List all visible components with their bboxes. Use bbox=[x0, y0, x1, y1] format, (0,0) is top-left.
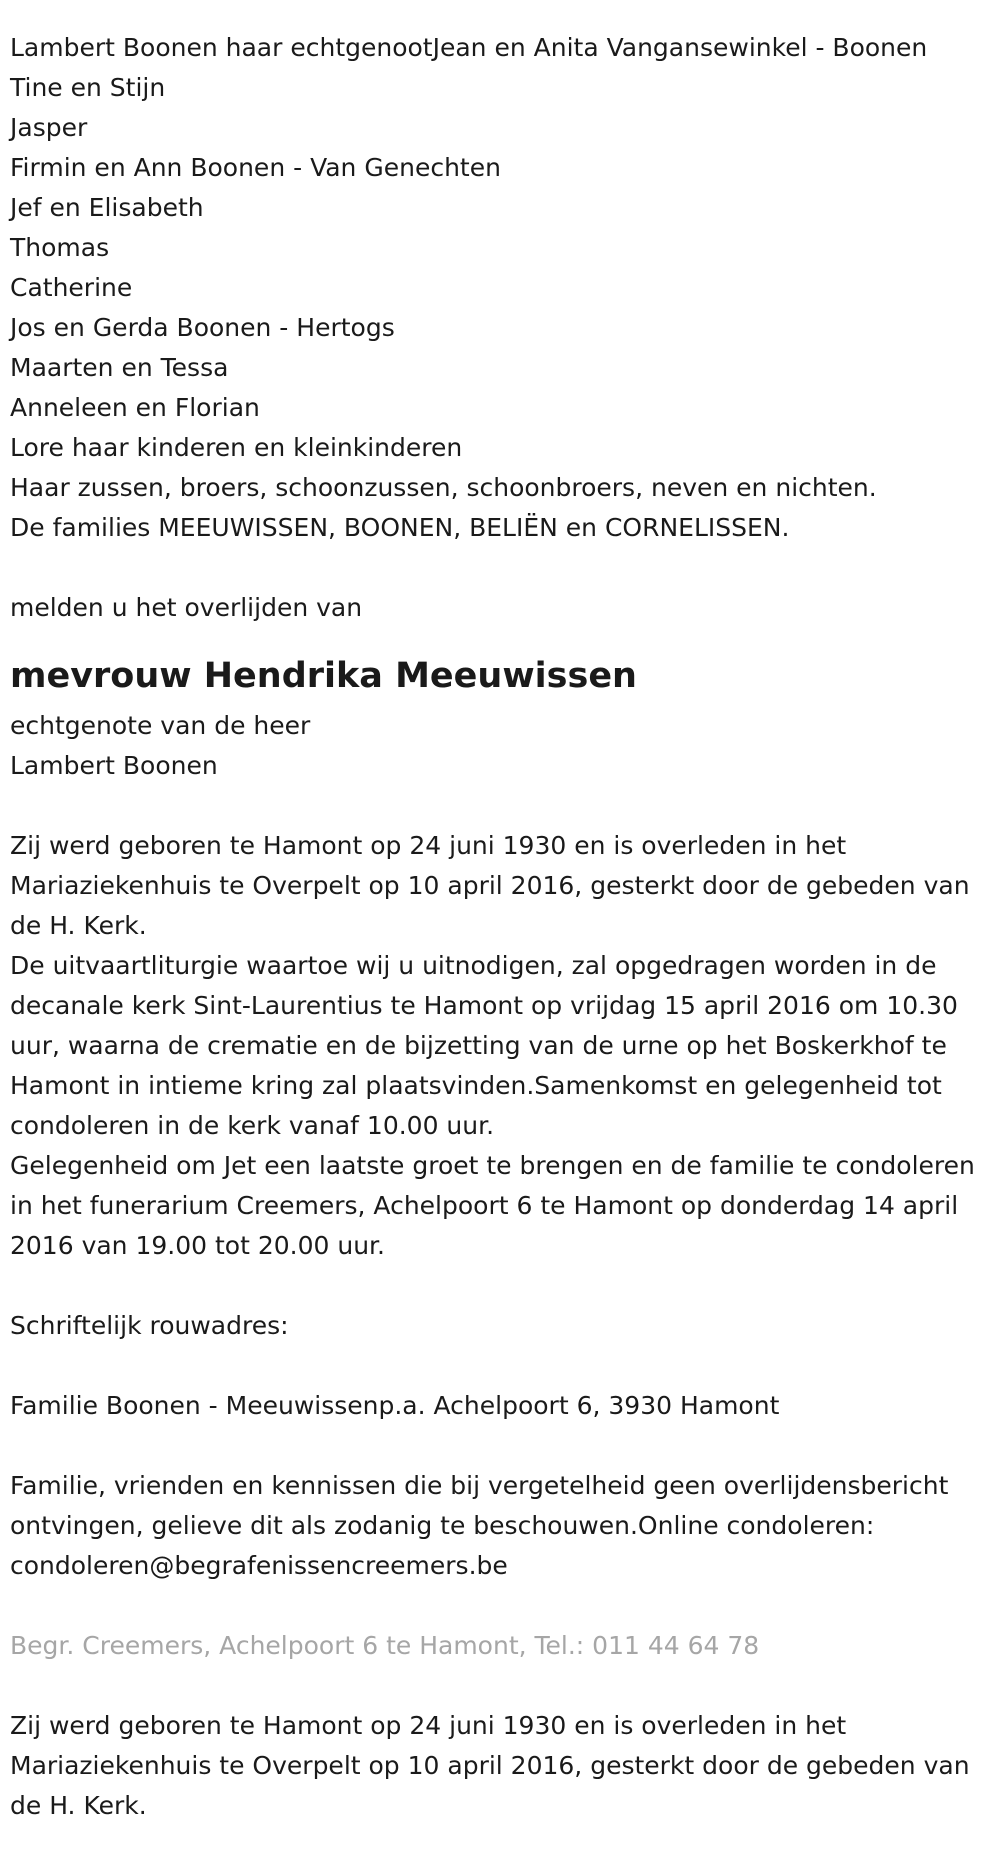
family-line: Anneleen en Florian bbox=[10, 393, 260, 422]
family-line: Jef en Elisabeth bbox=[10, 193, 204, 222]
family-line: De families MEEUWISSEN, BOONEN, BELIËN en CORNELISSEN. bbox=[10, 513, 790, 542]
family-line: Catherine bbox=[10, 273, 133, 302]
closing-text: Familie, vrienden en kennissen die bij vergetelheid geen overlijdensbericht ontvingen, gelieve dit als zodanig te beschouwen.Online condoleren: bbox=[10, 1471, 949, 1540]
condolence-email-link[interactable]: condoleren@begrafenissencreemers.be bbox=[10, 1551, 508, 1580]
announcement-text: melden u het overlijden van bbox=[10, 593, 363, 622]
family-line: Firmin en Ann Boonen - Van Genechten bbox=[10, 153, 501, 182]
family-list bbox=[10, 28, 990, 548]
family-line: Lambert Boonen haar echtgenootJean en Anita Vangansewinkel - Boonen bbox=[10, 33, 928, 62]
address-value: Familie Boonen - Meeuwissenp.a. Achelpoort 6, 3930 Hamont bbox=[10, 1391, 780, 1420]
birth-death-paragraph: Zij werd geboren te Hamont op 24 juni 1930 en is overleden in het Mariaziekenhuis te Overpelt op 10 april 2016, gesterkt door de gebeden van de H. Kerk. bbox=[10, 831, 970, 940]
family-line: Maarten en Tessa bbox=[10, 353, 229, 382]
family-line: Lore haar kinderen en kleinkinderen bbox=[10, 433, 463, 462]
family-line: Thomas bbox=[10, 233, 110, 262]
visitation-paragraph: Gelegenheid om Jet een laatste groet te brengen en de familie te condoleren in het funerarium Creemers, Achelpoort 6 te Hamont op donderdag 14 april 2016 van 19.00 tot 20.00 uur. bbox=[10, 1151, 975, 1260]
family-line: Tine en Stijn bbox=[10, 73, 166, 102]
family-line: Jasper bbox=[10, 113, 88, 142]
spouse-name: Lambert Boonen bbox=[10, 751, 218, 780]
relation-line: echtgenote van de heer bbox=[10, 711, 311, 740]
closing-paragraph bbox=[10, 1466, 990, 1586]
address-label: Schriftelijk rouwadres: bbox=[10, 1311, 289, 1340]
funeral-paragraph: De uitvaartliturgie waartoe wij u uitnodigen, zal opgedragen worden in de decanale kerk Sint-Laurentius te Hamont op vrijdag 15 april 2016 om 10.30 uur, waarna de crematie en de bijzetting van de urne op het Boskerkhof te Hamont in intieme kring zal plaatsvinden.Samenkomst en gelegenheid tot condoleren in de kerk vanaf 10.00 uur. bbox=[10, 951, 958, 1140]
birth-death-paragraph-repeat: Zij werd geboren te Hamont op 24 juni 1930 en is overleden in het Mariaziekenhuis te Overpelt op 10 april 2016, gesterkt door de gebeden van de H. Kerk. bbox=[10, 1711, 970, 1820]
deceased-name: mevrouw Hendrika Meeuwissen bbox=[10, 656, 637, 696]
family-line: Jos en Gerda Boonen - Hertogs bbox=[10, 313, 395, 342]
undertaker-info: Begr. Creemers, Achelpoort 6 te Hamont, Tel.: 011 44 64 78 bbox=[10, 1631, 760, 1660]
family-line: Haar zussen, broers, schoonzussen, schoonbroers, neven en nichten. bbox=[10, 473, 877, 502]
